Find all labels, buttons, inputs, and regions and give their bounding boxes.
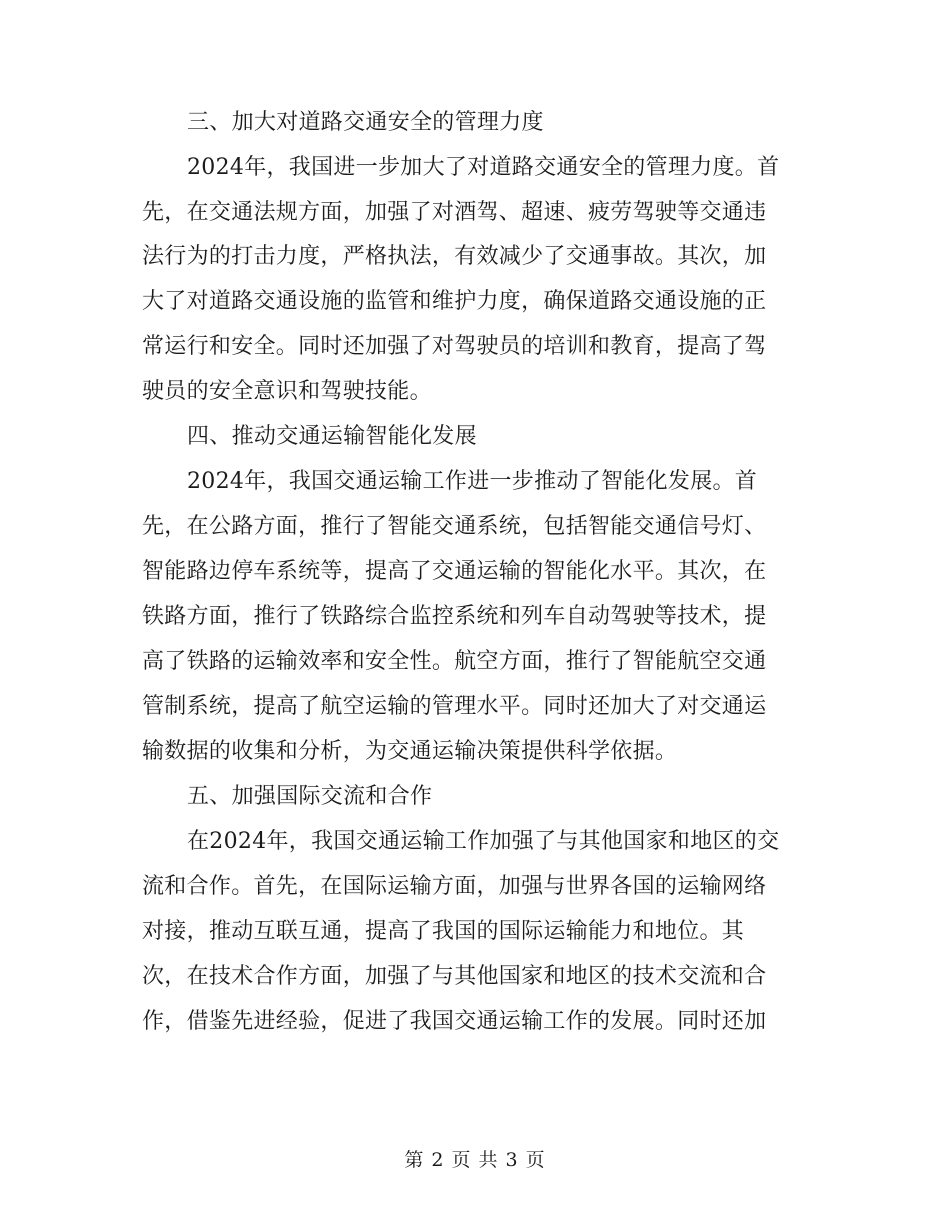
paragraph-line: 在2024年，我国交通运输工作加强了与其他国家和地区的交	[187, 829, 780, 854]
paragraph-line: 铁路方面，推行了铁路综合监控系统和列车自动驾驶等技术，提	[142, 604, 767, 629]
paragraph-line: 输数据的收集和分析，为交通运输决策提供科学依据。	[142, 739, 678, 764]
paragraph-line: 流和合作。首先，在国际运输方面，加强与世界各国的运输网络	[142, 874, 767, 899]
section-heading-5: 五、加强国际交流和合作	[187, 784, 433, 809]
paragraph-line: 作，借鉴先进经验，促进了我国交通运输工作的发展。同时还加	[142, 1009, 767, 1034]
section-heading-3: 三、加大对道路交通安全的管理力度	[187, 110, 544, 135]
paragraph-line: 大了对道路交通设施的监管和维护力度，确保道路交通设施的正	[142, 289, 767, 314]
paragraph-line: 2024年，我国交通运输工作进一步推动了智能化发展。首	[187, 469, 758, 494]
paragraph-line: 管制系统，提高了航空运输的管理水平。同时还加大了对交通运	[142, 694, 767, 719]
paragraph-line: 对接，推动互联互通，提高了我国的国际运输能力和地位。其	[142, 919, 745, 944]
page-number-footer: 第 2 页 共 3 页	[404, 1149, 546, 1171]
paragraph-line: 法行为的打击力度，严格执法，有效减少了交通事故。其次，加	[142, 244, 767, 269]
paragraph-line: 驶员的安全意识和驾驶技能。	[142, 379, 432, 404]
paragraph-line: 2024年，我国进一步加大了对道路交通安全的管理力度。首	[187, 155, 780, 180]
paragraph-line: 常运行和安全。同时还加强了对驾驶员的培训和教育，提高了驾	[142, 334, 767, 359]
paragraph-line: 次，在技术合作方面，加强了与其他国家和地区的技术交流和合	[142, 964, 767, 989]
section-heading-4: 四、推动交通运输智能化发展	[187, 424, 477, 449]
paragraph-line: 先，在交通法规方面，加强了对酒驾、超速、疲劳驾驶等交通违	[142, 200, 767, 225]
paragraph-line: 智能路边停车系统等，提高了交通运输的智能化水平。其次，在	[142, 559, 767, 584]
paragraph-line: 高了铁路的运输效率和安全性。航空方面，推行了智能航空交通	[142, 649, 767, 674]
paragraph-line: 先，在公路方面，推行了智能交通系统，包括智能交通信号灯、	[142, 514, 767, 539]
